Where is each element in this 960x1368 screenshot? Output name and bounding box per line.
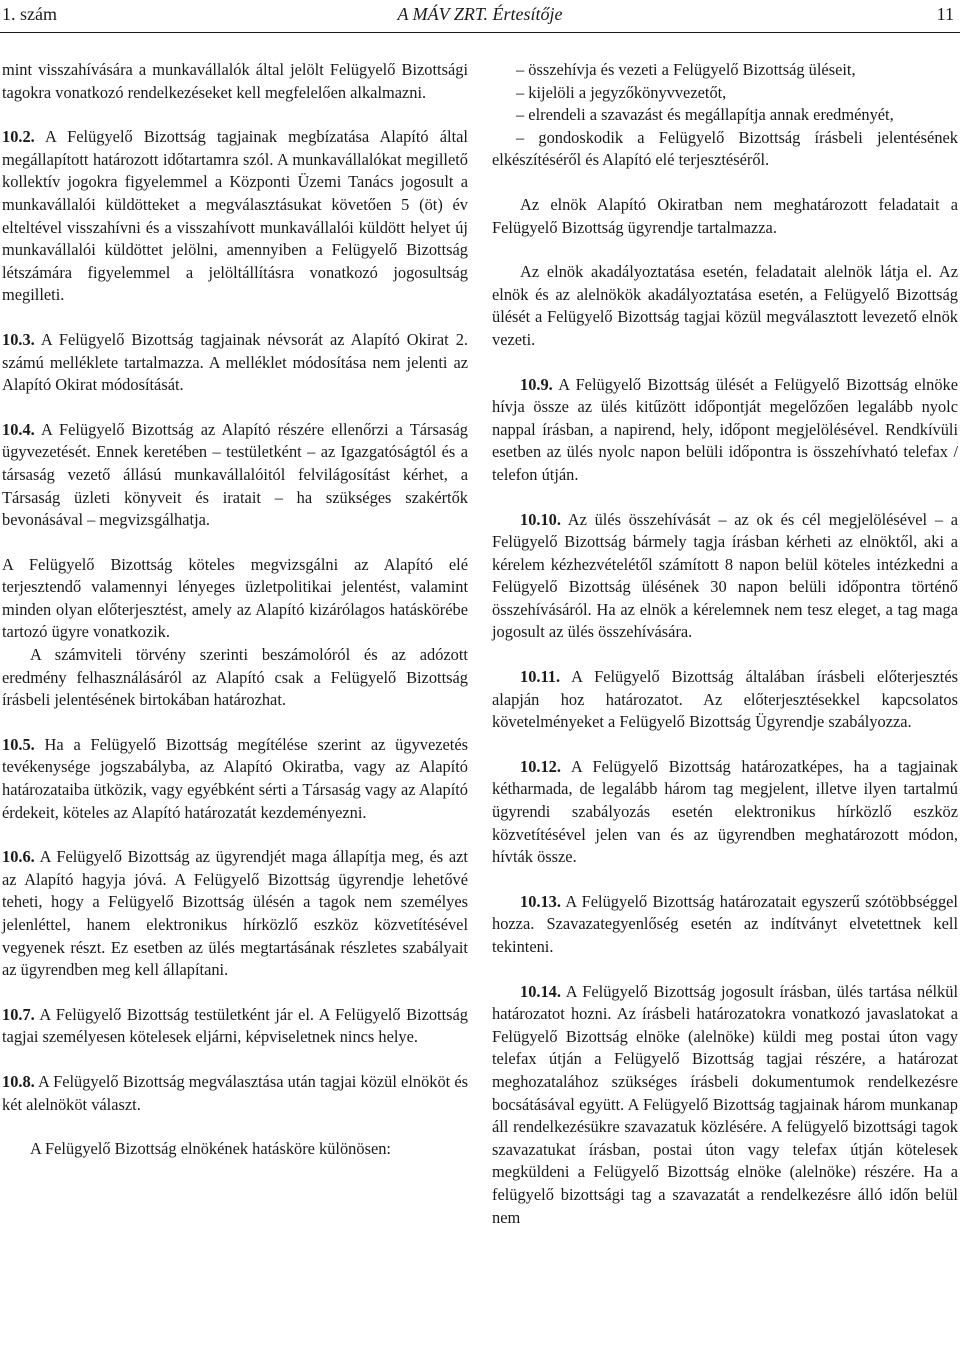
paragraph-text: A Felügyelő Bizottság az Alapító részére ellenőrzi a Társaság ügyvezetését. Ennek keretében – testületként – az Igazgatóságtól és a társaság vezető állású munkavállalóitól felvilágosítást kérhet, a Társaság üzleti könyveit és iratait – ha szükséges szakértők bevonásával – megvizsgálhatja. [2, 419, 468, 530]
paragraph-text: mint visszahívására a munkavállalók által jelölt Felügyelő Bizottsági tagokra vonatkozó rendelkezéseket kell megfelelően alkalmazni. [2, 60, 468, 102]
section-number: 10.11. [520, 667, 561, 687]
paragraph [492, 891, 958, 959]
section-number: 10.2. [2, 127, 35, 147]
paragraph [492, 194, 958, 239]
header-divider [0, 32, 960, 33]
list-item: – összehívja és vezeti a Felügyelő Bizottság üléseit, [516, 60, 856, 79]
list-item: – elrendeli a szavazást és megállapítja annak eredményét, [516, 105, 894, 125]
paragraph [2, 59, 468, 104]
paragraph-text: Az elnök akadályoztatása esetén, feladatait alelnök látja el. Az elnök és az alelnökök akadályoztatása esetén, a Felügyelő Bizottság ülését a Felügyelő Bizottság tagjai közül megválasztott levezető elnök vezeti. [492, 262, 958, 349]
section-number: 10.7. [2, 1004, 35, 1024]
page-header [0, 0, 960, 36]
paragraph [492, 666, 958, 734]
paragraph [2, 419, 468, 532]
left-column [2, 59, 468, 1161]
paragraph [492, 374, 958, 487]
paragraph [2, 846, 468, 982]
paragraph [2, 1071, 468, 1116]
paragraph-text: Az ülés összehívását – az ok és cél megjelölésével – a Felügyelő Bizottság bármely tagja írásban kérheti az elnöktől, aki a kérelem kézhezvételétől számított 8 napon belül köteles intézkedni a Felügyelő Bizottság ülésének 30 napon belüli időpontra történő összehívásáról. Ha az elnök a kérelemnek nem tesz eleget, a tag maga jogosult az ülés összehívására. [492, 509, 958, 642]
list-item: – kijelöli a jegyzőkönyvvezetőt, [516, 82, 727, 102]
paragraph [492, 509, 958, 645]
paragraph-text: A Felügyelő Bizottság jogosult írásban, ülés tartása nélkül határozatot hozni. Az írásbeli határozatokra vonatkozó javaslatokat a Felügyelő Bizottság elnöke (alelnöke) küldi meg postai úton vagy telefax útján a Felügyelő Bizottság tagjai részére, a határozat meghozatalához szükséges írásbeli dokumentumok rendelkezésre bocsátásával együtt. A Felügyelő Bizottság tagjainak három munkanap áll rendelkezésükre szavazatuk közlésére. A felügyelő bizottsági tagok szavazatukat írásban, postai úton vagy telefax útján kötelesek megküldeni a Felügyelő Bizottság elnöke (alelnöke) részére. Ha a felügyelő bizottsági tag a szavazatát a rendelkezésre álló időn belül nem [492, 981, 958, 1227]
paragraph-text: A Felügyelő Bizottság tagjainak megbízatása Alapító által megállapított határozott időtartamra szól. A munkavállalókat megillető kollektív jogokra figyelemmel a Központi Üzemi Tanács jogosult a munkavállalói küldötteket a megválasztásukat követően 5 (öt) év elteltével visszahívni és a visszahívott munkavállalói küldött helyet új munkavállalói küldöttet jelölni, amennyiben a Felügyelő Bizottság létszámára figyelemmel a jelöltállításra vonatkozó jogosultság megilleti. [2, 127, 468, 305]
paragraph-text: A Felügyelő Bizottság köteles megvizsgálni az Alapító elé terjesztendő valamennyi lényeges üzletpolitikai jelentést, valamint minden olyan előterjesztést, amely az Alapító kizárólagos hatáskörébe tartozó ügyre vonatkozik. [2, 554, 468, 642]
paragraph-text: A Felügyelő Bizottság általában írásbeli előterjesztés alapján hoz határozatot. Az előterjesztésekkel kapcsolatos követelményeket a Felügyelő Bizottság Ügyrendje szabályozza. [492, 667, 958, 732]
paragraph-text: Az elnök Alapító Okiratban nem meghatározott feladatait a Felügyelő Bizottság ügyrendje tartalmazza. [492, 194, 958, 237]
section-number: 10.5. [2, 734, 35, 754]
paragraph [492, 756, 958, 869]
paragraph-text: A Felügyelő Bizottság megválasztása után tagjai közül elnököt és két alelnököt választ. [2, 1071, 468, 1114]
list-item: – gondoskodik a Felügyelő Bizottság írásbeli jelentésének elkészítéséről és Alapító elé terjesztéséről. [492, 127, 958, 170]
paragraph-text: A számviteli törvény szerinti beszámolóról és az adózott eredmény felhasználásáról az Alapító csak a Felügyelő Bizottság írásbeli jelentésének birtokában határozhat. [2, 645, 468, 710]
right-column [492, 59, 958, 1229]
paragraph [2, 554, 468, 644]
paragraph [492, 261, 958, 351]
paragraph [2, 734, 468, 824]
section-number: 10.9. [520, 374, 553, 394]
paragraph-text: A Felügyelő Bizottság tagjainak névsorát az Alapító Okirat 2. számú melléklete tartalmazza. A melléklet módosítása nem jelenti az Alapító Okirat módosítását. [2, 329, 468, 395]
paragraph-text: A Felügyelő Bizottság az ügyrendjét maga állapítja meg, és azt az Alapító hagyja jóvá. A Felügyelő Bizottság ügyrendje lehetővé teheti, hogy a Felügyelő Bizottság ülésén a tagok nem személyes jelenléttel, hanem elektronikus hírközlő eszköz közvetítésével vegyenek részt. Ez esetben az ülés megtartásának részletes szabályait az ügyrendben meg kell állapítani. [2, 847, 468, 980]
paragraph-text: A Felügyelő Bizottság testületként jár el. A Felügyelő Bizottság tagjai személyesen kötelesek eljárni, képviseletnek nincs helye. [2, 1004, 468, 1047]
paragraph-text: A Felügyelő Bizottság határozatait egyszerű szótöbbséggel hozza. Szavazategyenlőség esetén az indítványt elvetettnek kell tekinteni. [492, 891, 958, 956]
section-number: 10.12. [520, 756, 561, 776]
page-number: 11 [936, 4, 954, 24]
paragraph-text: A Felügyelő Bizottság ülését a Felügyelő Bizottság elnöke hívja össze az ülés kitűzött időpontját megelőzően legalább nyolc nappal írásban, a napirend, hely, időpont megjelölésével. Rendkívüli esetben az ülés nyolc napon belüli időpontra is összehívható telefax / telefon útján. [492, 374, 958, 484]
section-number: 10.14. [520, 981, 561, 1001]
section-number: 10.8. [2, 1071, 35, 1091]
section-number: 10.3. [2, 329, 35, 349]
section-number: 10.13. [520, 891, 561, 911]
paragraph [2, 126, 468, 307]
section-number: 10.10. [520, 509, 561, 529]
paragraph [492, 981, 958, 1230]
section-number: 10.4. [2, 419, 35, 439]
paragraph [2, 329, 468, 397]
paragraph-text: A Felügyelő Bizottság határozatképes, ha a tagjainak kétharmada, de legalább három tag megjelent, illetve ilyen tartalmú ügyrendi szabályozás esetén elektronikus hírközlő eszköz közvetítésével jelen van és az ügyrendben meghatározott módon, hívták össze. [492, 756, 958, 867]
paragraph [2, 644, 468, 712]
journal-title: A MÁV ZRT. Értesítője [397, 4, 563, 24]
section-number: 10.6. [2, 847, 35, 867]
issue-label: 1. szám [2, 4, 57, 24]
paragraph [2, 1004, 468, 1049]
paragraph [2, 1138, 468, 1161]
paragraph-text: Ha a Felügyelő Bizottság megítélése szerint az ügyvezetés tevékenysége jogszabályba, az Alapító Okiratba, vagy az Alapító határozataiba ütközik, vagy egyébként sérti a Társaság vagy az Alapító érdekeit, köteles az Alapító határozatát kezdeményezni. [2, 734, 468, 822]
paragraph-text: A Felügyelő Bizottság elnökének hatásköre különösen: [30, 1139, 391, 1159]
